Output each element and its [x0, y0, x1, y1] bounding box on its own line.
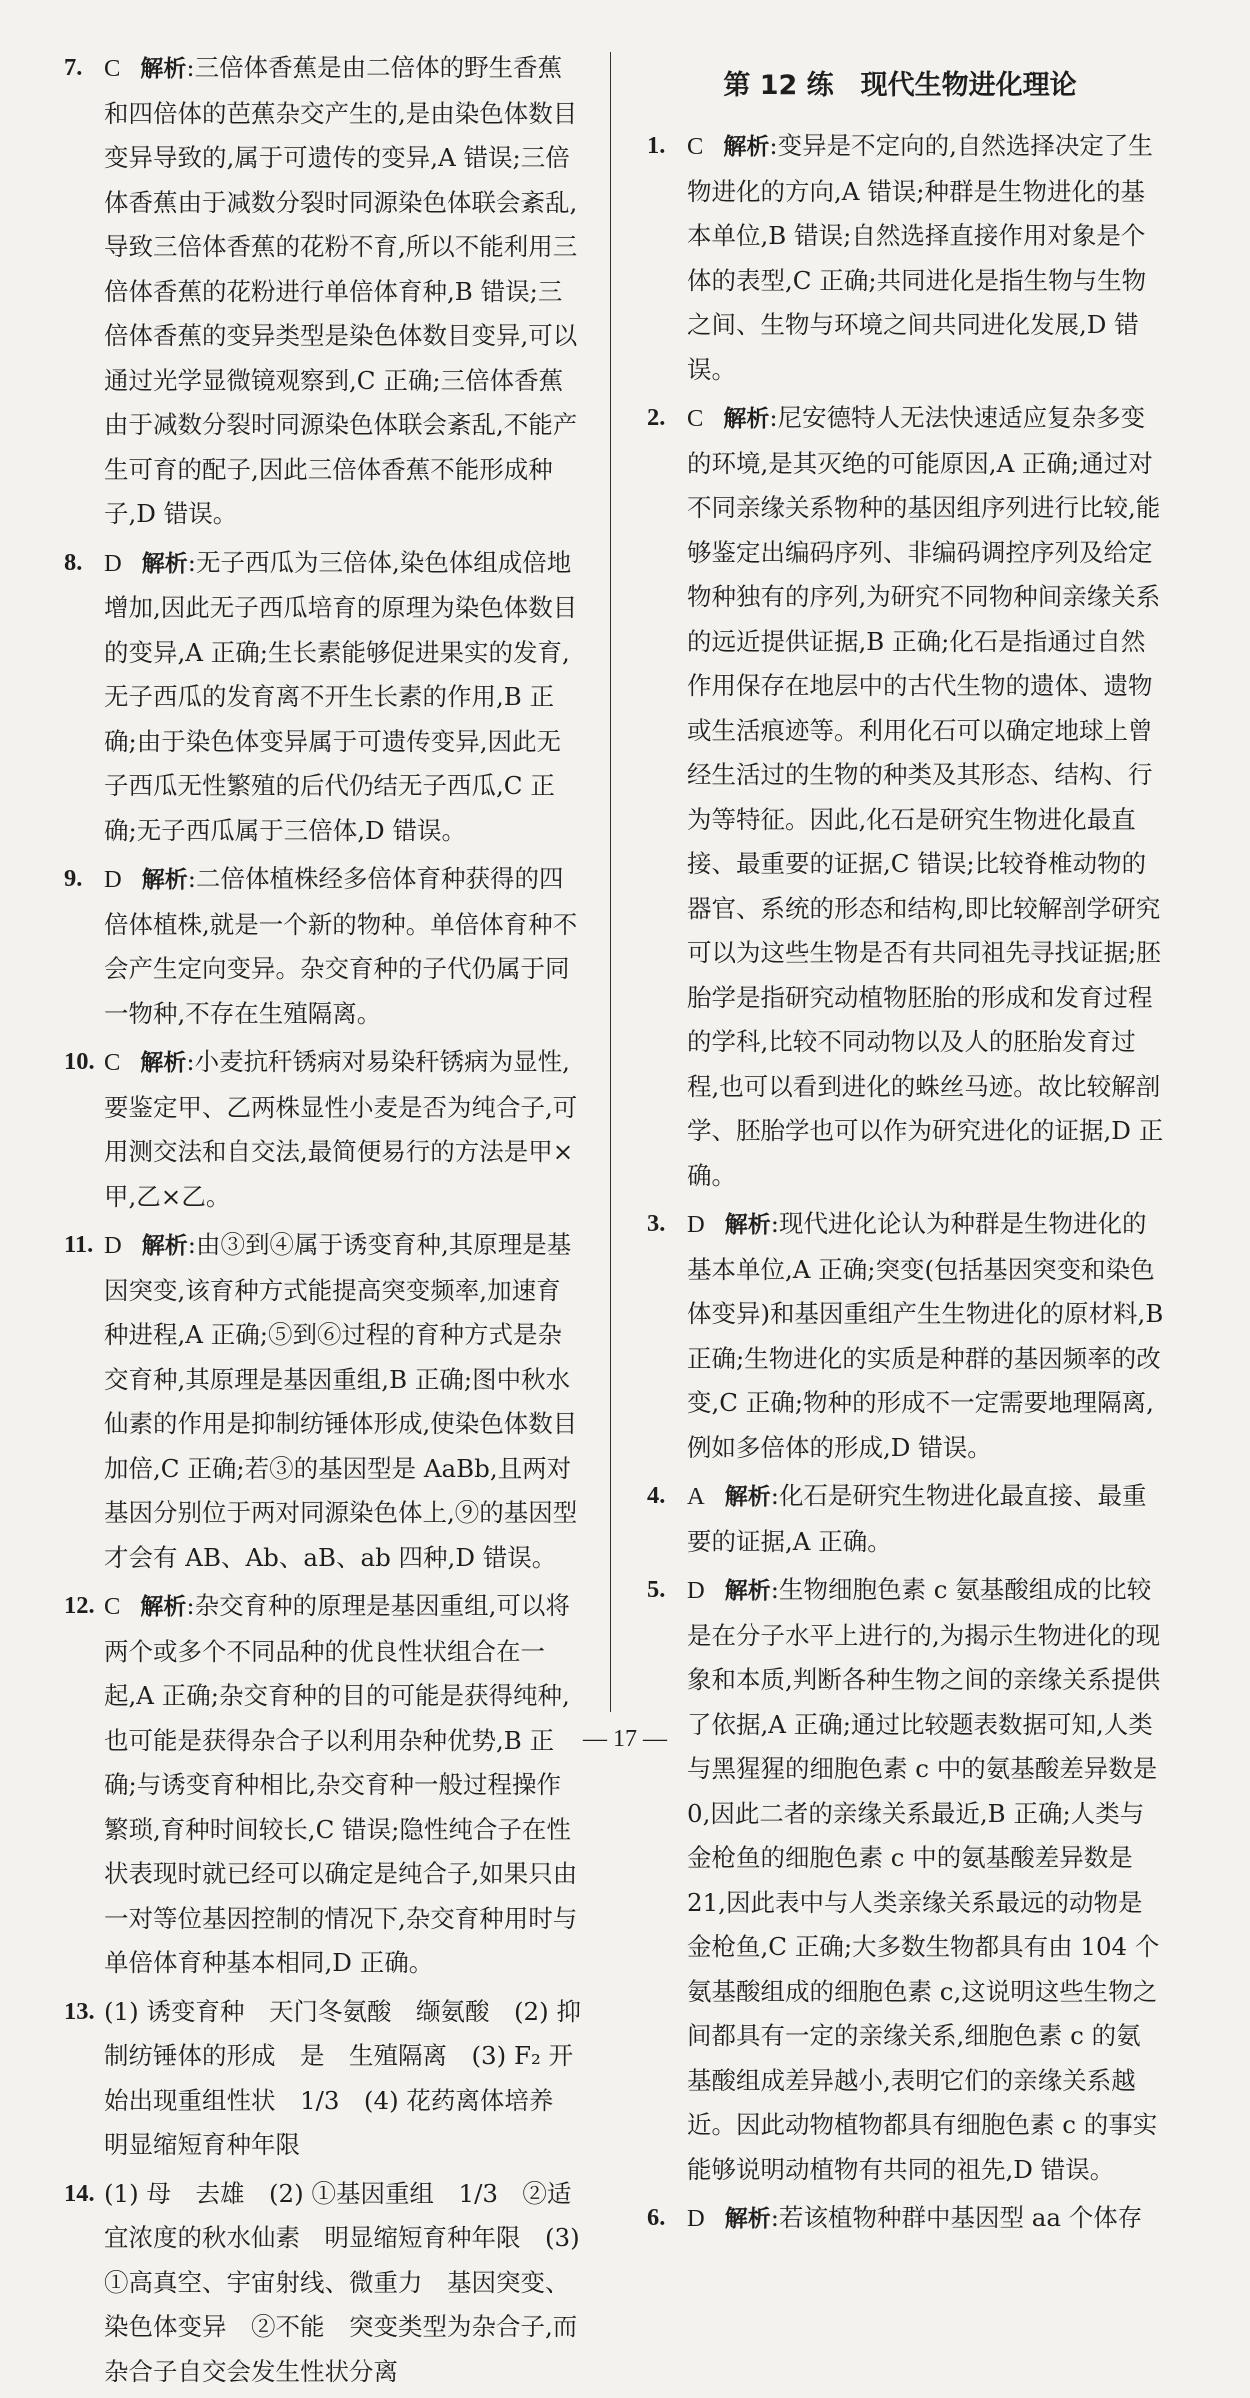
answer-item-r3: 3. D 解析:现代进化论认为种群是生物进化的基本单位,A 正确;突变(包括基因突变和染色体变异)和基因重组产生生物进化的原材料,B 正确;生物进化的实质是种群的基因频率的改变,C 正确;物种的形成不一定需要地理隔离,例如多倍体的形成,D 错误。	[647, 1209, 1164, 1462]
answer-item-7: 7. C 解析:三倍体香蕉是由二倍体的野生香蕉和四倍体的芭蕉杂交产生的,是由染色体数目变异导致的,属于可遗传的变异,A 错误;三倍体香蕉由于减数分裂时同源染色体联会紊乱,导致三倍体香蕉的花粉不育,所以不能利用三倍体香蕉的花粉进行单倍体育种,B 错误;三倍体香蕉的变异类型是染色体数目变异,可以通过光学显微镜观察到,C 正确;三倍体香蕉由于减数分裂时同源染色体联会紊乱,不能产生可育的配子,因此三倍体香蕉不能形成种子,D 错误。	[64, 53, 578, 528]
answer-item-r4: 4. A 解析:化石是研究生物进化最直接、最重要的证据,A 正确。	[647, 1481, 1147, 1556]
section-title: 第 12 练 现代生物进化理论	[723, 70, 1077, 101]
answer-item-r1: 1. C 解析:变异是不定向的,自然选择决定了生物进化的方向,A 错误;种群是生物进化的基本单位,B 错误;自然选择直接作用对象是个体的表型,C 正确;共同进化是指生物与生物之间、生物与环境之间共同进化发展,D 错误。	[647, 131, 1153, 384]
answer-item-r6: 6. D 解析:若该植物种群中基因型 aa 个体存	[647, 2203, 1143, 2232]
answer-item-r2: 2. C 解析:尼安德特人无法快速适应复杂多变的环境,是其灭绝的可能原因,A 正确;通过对不同亲缘关系物种的基因组序列进行比较,能够鉴定出编码序列、非编码调控序列及给定物种独有的序列,为研究不同物种间亲缘关系的远近提供证据,B 正确;化石是指通过自然作用保存在地层中的古代生物的遗体、遗物或生活痕迹等。利用化石可以确定地球上曾经生活过的生物的种类及其形态、结构、行为等特征。因此,化石是研究生物进化最直接、最重要的证据,C 错误;比较脊椎动物的器官、系统的形态和结构,即比较解剖学研究可以为这些生物是否有共同祖先寻找证据;胚胎学是指研究动植物胚胎的形成和发育过程的学科,比较不同动物以及人的胚胎发育过程,也可以看到进化的蛛丝马迹。故比较解剖学、胚胎学也可以作为研究进化的证据,D 正确。	[647, 403, 1164, 1190]
answer-item-8: 8. D 解析:无子西瓜为三倍体,染色体组成倍地增加,因此无子西瓜培育的原理为染色体数目的变异,A 正确;生长素能够促进果实的发育,无子西瓜的发育离不开生长素的作用,B 正确;由于染色体变异属于可遗传变异,因此无子西瓜无性繁殖的后代仍结无子西瓜,C 正确;无子西瓜属于三倍体,D 错误。	[64, 547, 578, 845]
answer-item-14: 14. (1) 母 去雄 (2) ①基因重组 1/3 ②适宜浓度的秋水仙素 明显缩短育种年限 (3) ①高真空、宇宙射线、微重力 基因突变、染色体变异 ②不能 突变类型为杂合子,而杂合子自交会发生性状分离	[64, 2178, 580, 2386]
left-column	[52, 46, 582, 2398]
answer-item-10: 10. C 解析:小麦抗秆锈病对易染秆锈病为显性,要鉴定甲、乙两株显性小麦是否为纯合子,可用测交法和自交法,最简便易行的方法是甲×甲,乙×乙。	[64, 1047, 578, 1211]
column-divider	[610, 52, 611, 1712]
right-column	[635, 46, 1165, 2246]
answer-item-9: 9. D 解析:二倍体植株经多倍体育种获得的四倍体植株,就是一个新的物种。单倍体育种不会产生定向变异。杂交育种的子代仍属于同一物种,不存在生殖隔离。	[64, 864, 578, 1028]
answer-item-12: 12. C 解析:杂交育种的原理是基因重组,可以将两个或多个不同品种的优良性状组合在一起,A 正确;杂交育种的目的可能是获得纯种,也可能是获得杂合子以利用杂种优势,B 正确;与诱变育种相比,杂交育种一般过程操作繁琐,育种时间较长,C 错误;隐性纯合子在性状表现时就已经可以确定是纯合子,如果只由一对等位基因控制的情况下,杂交育种用时与单倍体育种基本相同,D 正确。	[64, 1591, 578, 1977]
answer-item-11: 11. D 解析:由③到④属于诱变育种,其原理是基因突变,该育种方式能提高突变频率,加速育种进程,A 正确;⑤到⑥过程的育种方式是杂交育种,其原理是基因重组,B 正确;图中秋水仙素的作用是抑制纺锤体形成,使染色体数目加倍,C 正确;若③的基因型是 AaBb,且两对基因分别位于两对同源染色体上,⑨的基因型才会有 AB、Ab、aB、ab 四种,D 错误。	[64, 1230, 578, 1572]
page-number: — 17 —	[583, 1726, 667, 1752]
answer-item-13: 13. (1) 诱变育种 天门冬氨酸 缬氨酸 (2) 抑制纺锤体的形成 是 生殖隔离 (3) F₂ 开始出现重组性状 1/3 (4) 花药离体培养 明显缩短育种年限	[64, 1996, 581, 2159]
answer-item-r5: 5. D 解析:生物细胞色素 c 氨基酸组成的比较是在分子水平上进行的,为揭示生物进化的现象和本质,判断各种生物之间的亲缘关系提供了依据,A 正确;通过比较题表数据可知,人类与黑猩猩的细胞色素 c 中的氨基酸差异数是 0,因此二者的亲缘关系最近,B 正确;人类与金枪鱼的细胞色素 c 中的氨基酸差异数是 21,因此表中与人类亲缘关系最远的动物是金枪鱼,C 正确;大多数生物都具有由 104 个氨基酸组成的细胞色素 c,这说明这些生物之间都具有一定的亲缘关系,细胞色素 c 的氨基酸组成差异越小,表明它们的亲缘关系越近。因此动物植物都具有细胞色素 c 的事实能够说明动植物有共同的祖先,D 错误。	[647, 1575, 1161, 2184]
